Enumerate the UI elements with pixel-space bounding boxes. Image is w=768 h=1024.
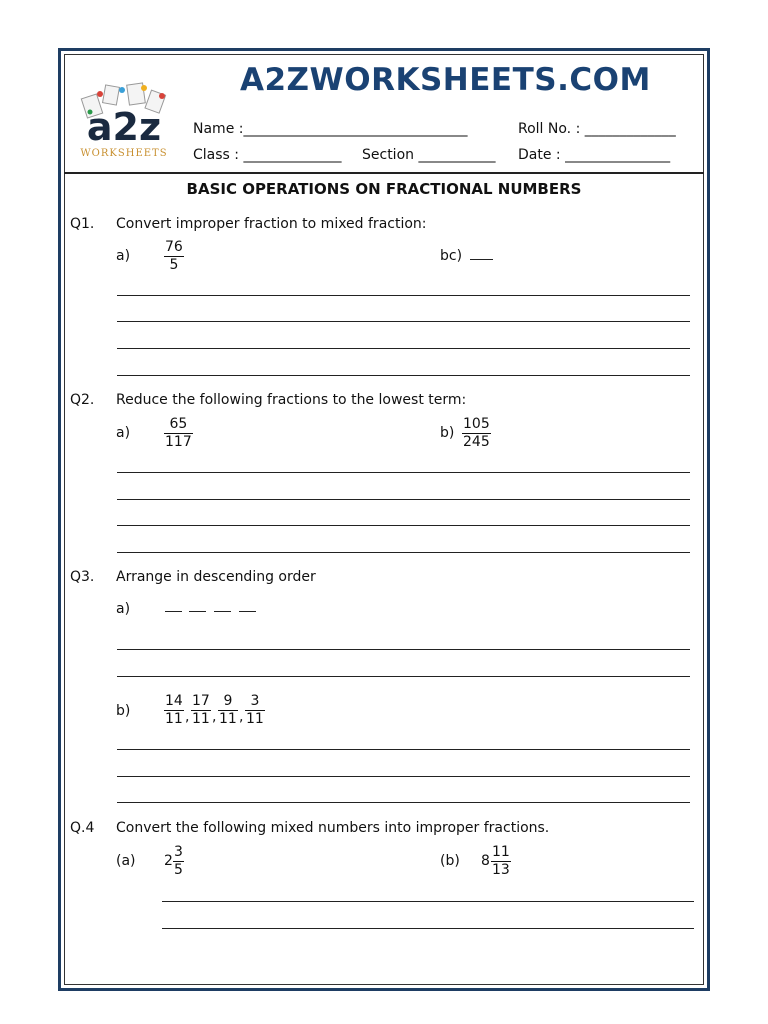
numerator: 105 bbox=[463, 416, 490, 432]
question-4-number: Q.4 bbox=[70, 820, 95, 836]
q3-option-a-blank bbox=[189, 611, 206, 612]
q2-option-a-label: a) bbox=[116, 425, 131, 441]
separator-comma: , bbox=[185, 709, 190, 725]
answer-line[interactable] bbox=[117, 776, 690, 777]
name-field[interactable]: Name :________________________________ bbox=[193, 121, 468, 137]
numerator: 11 bbox=[492, 844, 510, 860]
answer-line[interactable] bbox=[117, 552, 690, 553]
numerator: 76 bbox=[165, 239, 183, 255]
denominator: 245 bbox=[463, 434, 490, 450]
section-field[interactable]: Section ___________ bbox=[362, 147, 496, 163]
q1-option-b-label: bc) bbox=[440, 248, 463, 264]
a2z-logo bbox=[70, 82, 178, 164]
question-1-number: Q1. bbox=[70, 216, 95, 232]
denominator: 11 bbox=[246, 711, 264, 727]
q4-b-whole-number: 8 bbox=[481, 853, 490, 869]
question-2-number: Q2. bbox=[70, 392, 95, 408]
question-3-text: Arrange in descending order bbox=[116, 569, 316, 585]
answer-line[interactable] bbox=[162, 928, 694, 929]
q3-fraction-b-3 bbox=[218, 693, 238, 728]
numerator: 3 bbox=[250, 693, 260, 709]
q3-fraction-b-2 bbox=[191, 693, 211, 728]
q3-option-b-label: b) bbox=[116, 703, 131, 719]
answer-line[interactable] bbox=[117, 375, 690, 376]
denominator: 11 bbox=[192, 711, 210, 727]
header-divider bbox=[64, 172, 704, 174]
answer-line[interactable] bbox=[117, 472, 690, 473]
denominator: 13 bbox=[492, 862, 510, 878]
numerator: 17 bbox=[192, 693, 210, 709]
q2-fraction-b bbox=[462, 416, 491, 451]
date-field[interactable]: Date : _______________ bbox=[518, 147, 671, 163]
answer-line[interactable] bbox=[117, 499, 690, 500]
question-3-number: Q3. bbox=[70, 569, 95, 585]
q1-option-b-blank bbox=[470, 259, 493, 260]
q3-option-a-blank bbox=[214, 611, 231, 612]
q3-option-a-blank bbox=[239, 611, 256, 612]
numerator: 14 bbox=[165, 693, 183, 709]
answer-line[interactable] bbox=[117, 676, 690, 677]
denominator: 117 bbox=[165, 434, 192, 450]
answer-line[interactable] bbox=[117, 295, 690, 296]
logo-tagline: WORKSHEETS bbox=[80, 148, 168, 159]
separator-comma: , bbox=[239, 709, 244, 725]
question-4-text: Convert the following mixed numbers into improper fractions. bbox=[116, 820, 550, 836]
question-1-text: Convert improper fraction to mixed fraction: bbox=[116, 216, 427, 232]
numerator: 9 bbox=[223, 693, 233, 709]
denominator: 5 bbox=[174, 862, 183, 878]
worksheet-title: BASIC OPERATIONS ON FRACTIONAL NUMBERS bbox=[186, 180, 582, 198]
q1-fraction-a bbox=[164, 239, 184, 274]
answer-line[interactable] bbox=[117, 321, 690, 322]
q2-option-b-label: b) bbox=[440, 425, 455, 441]
numerator: 3 bbox=[174, 844, 183, 860]
logo-letters: a2z bbox=[86, 105, 162, 149]
denominator: 5 bbox=[169, 257, 179, 273]
q3-option-a-blank bbox=[165, 611, 182, 612]
answer-line[interactable] bbox=[162, 901, 694, 902]
q4-a-whole-number: 2 bbox=[164, 853, 173, 869]
q1-option-a-label: a) bbox=[116, 248, 131, 264]
answer-line[interactable] bbox=[117, 525, 690, 526]
q4-option-a-label: (a) bbox=[116, 853, 136, 869]
q4-option-b-label: (b) bbox=[440, 853, 460, 869]
answer-line[interactable] bbox=[117, 749, 690, 750]
class-field[interactable]: Class : ______________ bbox=[193, 147, 342, 163]
numerator: 65 bbox=[169, 416, 188, 432]
denominator: 11 bbox=[165, 711, 183, 727]
q4-fraction-b bbox=[491, 844, 511, 879]
separator-comma: , bbox=[212, 709, 217, 725]
answer-line[interactable] bbox=[117, 348, 690, 349]
q3-fraction-b-4 bbox=[245, 693, 265, 728]
q2-fraction-a bbox=[164, 416, 193, 451]
answer-line[interactable] bbox=[117, 802, 690, 803]
question-2-text: Reduce the following fractions to the lowest term: bbox=[116, 392, 467, 408]
answer-line[interactable] bbox=[117, 649, 690, 650]
roll-number-field[interactable]: Roll No. : _____________ bbox=[518, 121, 676, 137]
denominator: 11 bbox=[219, 711, 237, 727]
q3-option-a-label: a) bbox=[116, 601, 131, 617]
site-title: A2ZWORKSHEETS.COM bbox=[240, 62, 651, 98]
q4-fraction-a bbox=[173, 844, 184, 879]
q3-fraction-b-1 bbox=[164, 693, 184, 728]
